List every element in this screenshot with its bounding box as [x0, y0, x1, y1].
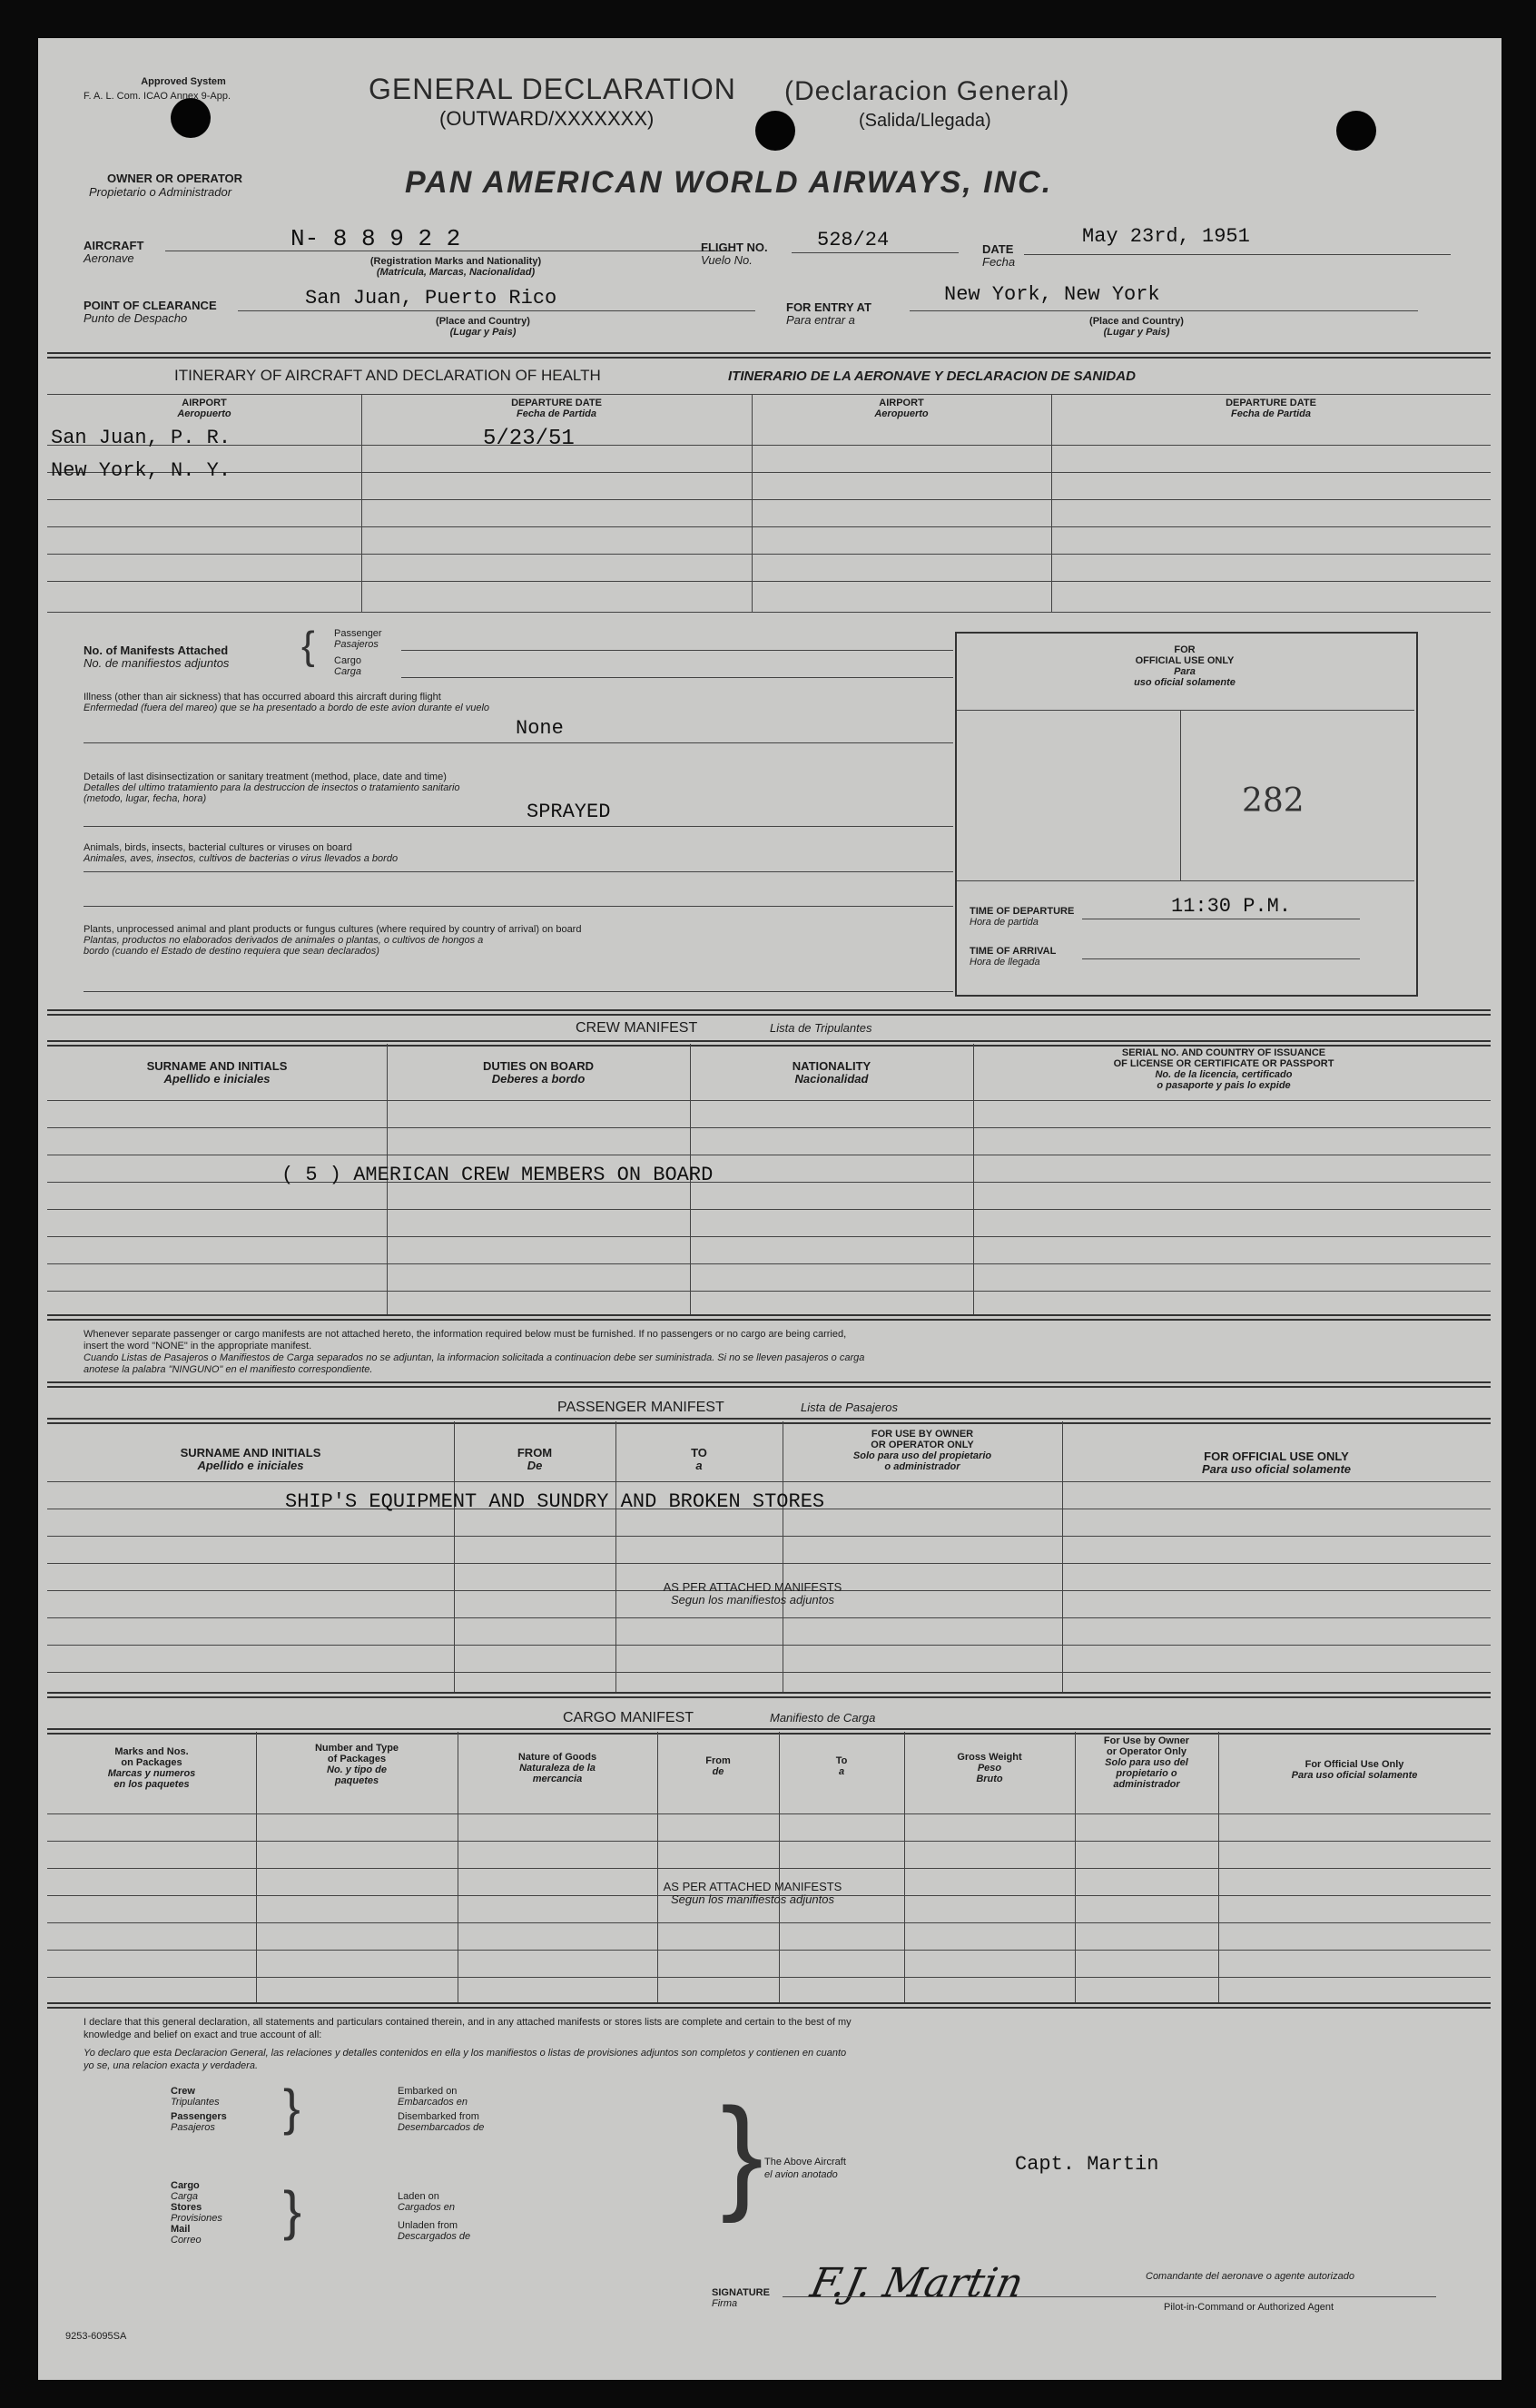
cargo-col-owner-en1: For Use by Owner [1103, 1735, 1190, 1746]
notice-en-1: Whenever separate passenger or cargo manifests are not attached hereto, the information required below must be furnished. If no passengers or no cargo are being carried, [84, 1329, 847, 1340]
manifests-brace: { [301, 624, 315, 668]
official-title-2: OFFICIAL USE ONLY [1135, 655, 1235, 666]
declaration-es-1: Yo declaro que esta Declaracion General, las relaciones y detalles contenidos en ella y los manifiestos o listas de provisiones adjuntos son completos y contienen en cuanto [84, 2048, 847, 2059]
cargo-col-from-en: From [705, 1755, 731, 1766]
punch-hole-left [171, 98, 211, 138]
pass-col-owner-en1: FOR USE BY OWNER [871, 1429, 974, 1440]
flight-no-label: FLIGHT NO. [701, 241, 768, 254]
itinerary-row1-airport: San Juan, P. R. [51, 427, 231, 449]
decl-above-es: el avion anotado [764, 2169, 838, 2180]
decl-big-brace: } [721, 2081, 763, 2224]
disinsect-label-es2: (metodo, lugar, fecha, hora) [84, 793, 207, 804]
approved-line-1: Approved System [141, 76, 226, 87]
approved-line-2: F. A. L. Com. ICAO Annex 9-App. [84, 91, 231, 102]
clearance-label-es: Punto de Despacho [84, 311, 188, 325]
cargo-col-weight-en: Gross Weight [957, 1752, 1022, 1763]
cargo-col-owner-es2: propietario o [1116, 1768, 1177, 1779]
crew-title-es: Lista de Tripulantes [770, 1021, 872, 1035]
passenger-label-es: Pasajeros [334, 639, 379, 650]
it-col-departure-2-en: DEPARTURE DATE [1226, 398, 1316, 408]
passenger-attached [664, 1581, 842, 1607]
manifests-label: No. of Manifests Attached [84, 644, 229, 657]
official-title-1: FOR [1174, 644, 1196, 655]
official-number: 282 [1242, 782, 1305, 820]
decl-disembarked: Disembarked from [398, 2111, 479, 2122]
official-title-es-1: Para [1174, 666, 1196, 677]
it-col-airport-1-en: AIRPORT [182, 398, 227, 408]
cargo-col-nature [518, 1752, 596, 1784]
cargo-title: CARGO MANIFEST [563, 1710, 694, 1725]
disinsect-label-es1: Detalles del ultimo tratamiento para la destruccion de insectos o tratamiento sanitario [84, 782, 460, 793]
aircraft-value: N- 8 8 9 2 2 [290, 225, 461, 252]
departure-time-label-es: Hora de partida [970, 917, 1039, 928]
clearance-place-note [392, 316, 574, 338]
pass-col-surname-es: Apellido e iniciales [197, 1459, 304, 1472]
pass-col-to-es: a [695, 1459, 703, 1472]
crew-col-surname-en: SURNAME AND INITIALS [146, 1059, 288, 1073]
crew-title: CREW MANIFEST [576, 1020, 698, 1036]
reg-note-es: (Matricula, Marcas, Nacionalidad) [376, 267, 536, 278]
owner-label: OWNER OR OPERATOR [107, 172, 243, 185]
cargo-col-from-es: de [712, 1766, 724, 1777]
cargo-col-packages-es2: paquetes [334, 1775, 379, 1786]
decl-brace-1: } [283, 2079, 300, 2136]
cargo-col-official-es: Para uso oficial solamente [1291, 1770, 1418, 1781]
cargo-col-weight [957, 1752, 1021, 1784]
cargo-col-to-en: To [835, 1755, 848, 1766]
reg-note [310, 256, 601, 278]
entry-place-en: (Place and Country) [1089, 316, 1184, 327]
cargo-col-nature-es1: Naturaleza de la [519, 1763, 596, 1774]
cargo-col-marks-es1: Marcas y numeros [107, 1768, 196, 1779]
decl-mail-es: Correo [171, 2235, 202, 2246]
direction-es: (Salida/Llegada) [859, 111, 991, 131]
passenger-attached-es: Segun los manifiestos adjuntos [671, 1593, 834, 1607]
manifests-label-es: No. de manifiestos adjuntos [84, 656, 230, 670]
cargo-col-owner-es1: Solo para uso del [1105, 1757, 1188, 1768]
cargo-col-to [836, 1755, 848, 1777]
it-col-departure-2 [1226, 398, 1316, 419]
cargo-col-owner-en2: or Operator Only [1106, 1746, 1187, 1757]
arrival-time-label: TIME OF ARRIVAL [970, 946, 1057, 957]
decl-stores: Stores [171, 2202, 202, 2213]
crew-col-duties-en: DUTIES ON BOARD [482, 1059, 595, 1073]
official-title-es-2: uso oficial solamente [1134, 677, 1236, 688]
pass-col-official-en: FOR OFFICIAL USE ONLY [1204, 1450, 1349, 1463]
entry-label-es: Para entrar a [786, 313, 855, 327]
animals-label-es: Animales, aves, insectos, cultivos de bacterias o virus llevados a bordo [84, 853, 399, 864]
cargo-label-es: Carga [334, 666, 361, 677]
pass-col-from [517, 1447, 552, 1472]
itinerary-row2-airport: New York, N. Y. [51, 459, 231, 482]
clearance-label: POINT OF CLEARANCE [84, 299, 217, 312]
itinerary-title: ITINERARY OF AIRCRAFT AND DECLARATION OF HEALTH [174, 367, 601, 384]
crew-entry: ( 5 ) AMERICAN CREW MEMBERS ON BOARD [281, 1164, 714, 1186]
itinerary-row1-date: 5/23/51 [483, 427, 575, 451]
reg-note-en: (Registration Marks and Nationality) [369, 256, 542, 267]
cargo-attached-es: Segun los manifiestos adjuntos [671, 1892, 834, 1906]
notice-es-1: Cuando Listas de Pasajeros o Manifiestos de Carga separados no se adjuntan, la informacion solicitada a continuacion debe ser suministrada. Si no se lleven pasajeros o carga [84, 1352, 865, 1363]
aircraft-label: AIRCRAFT [84, 239, 144, 252]
cargo-attached [664, 1881, 842, 1906]
it-col-airport-2 [874, 398, 928, 419]
crew-col-surname [147, 1060, 288, 1086]
cargo-col-marks-en2: on Packages [121, 1757, 182, 1768]
cargo-col-packages-es1: No. y tipo de [327, 1764, 387, 1775]
cargo-col-weight-es1: Peso [977, 1763, 1002, 1774]
cargo-col-owner-es3: administrador [1113, 1779, 1180, 1790]
cargo-col-official [1292, 1759, 1418, 1781]
clearance-place-es: (Lugar y Pais) [449, 327, 517, 338]
crew-col-serial-en2: OF LICENSE OR CERTIFICATE OR PASSPORT [1113, 1058, 1334, 1069]
decl-stores-es: Provisiones [171, 2213, 222, 2224]
itinerary-title-es: ITINERARIO DE LA AERONAVE Y DECLARACION DE SANIDAD [728, 369, 1136, 384]
passenger-title: PASSENGER MANIFEST [557, 1400, 724, 1415]
flight-no-value: 528/24 [817, 229, 890, 251]
pass-col-owner-es2: o administrador [884, 1461, 960, 1472]
signature-label-es: Firma [712, 2298, 738, 2309]
illness-label: Illness (other than air sickness) that has occurred aboard this aircraft during flight [84, 692, 441, 703]
decl-embarked: Embarked on [398, 2086, 458, 2097]
decl-unladen: Unladen from [398, 2220, 458, 2231]
illness-value: None [516, 717, 564, 740]
decl-laden-es: Cargados en [398, 2202, 455, 2213]
crew-col-serial [1114, 1047, 1334, 1091]
flight-no-label-es: Vuelo No. [701, 253, 753, 267]
plants-label: Plants, unprocessed animal and plant products or fungus cultures (where required by country of arrival) on board [84, 924, 582, 935]
decl-crew: Crew [171, 2086, 195, 2097]
decl-embarked-es: Embarcados en [398, 2097, 468, 2108]
cargo-col-to-es: a [838, 1766, 845, 1777]
disinsect-value: SPRAYED [527, 801, 611, 823]
animals-label: Animals, birds, insects, bacterial cultures or viruses on board [84, 842, 352, 853]
cargo-col-packages-en1: Number and Type [314, 1743, 399, 1754]
aircraft-label-es: Aeronave [84, 251, 134, 265]
passenger-entry: SHIP'S EQUIPMENT AND SUNDRY AND BROKEN STORES [285, 1490, 825, 1513]
decl-passengers: Passengers [171, 2111, 227, 2122]
cargo-col-packages-en2: of Packages [327, 1754, 387, 1764]
it-col-airport-1-es: Aeropuerto [177, 408, 231, 419]
arrival-time-label-es: Hora de llegada [970, 957, 1040, 968]
cargo-col-nature-en1: Nature of Goods [517, 1752, 597, 1763]
departure-time-value: 11:30 P.M. [1171, 895, 1292, 918]
crew-col-surname-es: Apellido e iniciales [163, 1072, 271, 1086]
clearance-value: San Juan, Puerto Rico [305, 287, 557, 310]
signature-label: SIGNATURE [712, 2287, 770, 2298]
declaration-es-2: yo se, una relacion exacta y verdadera. [84, 2060, 259, 2071]
passenger-title-es: Lista de Pasajeros [801, 1401, 898, 1414]
it-col-airport-1 [177, 398, 231, 419]
pass-col-owner [853, 1429, 991, 1472]
commander-en: Pilot-in-Command or Authorized Agent [1164, 2302, 1334, 2313]
clearance-place-en: (Place and Country) [436, 316, 530, 327]
decl-mail: Mail [171, 2224, 191, 2235]
pass-col-owner-es1: Solo para uso del propietario [852, 1450, 992, 1461]
date-label: DATE [982, 242, 1014, 256]
crew-col-duties [483, 1060, 594, 1086]
disinsect-label: Details of last disinsectization or sanitary treatment (method, place, date and time) [84, 772, 447, 782]
plants-label-es2: bordo (cuando el Estado de destino requiera que sean declarados) [84, 946, 379, 957]
crew-col-nationality-en: NATIONALITY [792, 1059, 871, 1073]
captain-name: Capt. Martin [1015, 2153, 1159, 2176]
airline-name: PAN AMERICAN WORLD AIRWAYS, INC. [405, 165, 1053, 200]
cargo-col-marks-en1: Marks and Nos. [114, 1746, 189, 1757]
approved-system [120, 76, 247, 87]
cargo-col-official-en: For Official Use Only [1305, 1759, 1404, 1770]
owner-label-es: Propietario o Administrador [89, 185, 232, 199]
passenger-attached-en: AS PER ATTACHED MANIFESTS [663, 1580, 842, 1594]
entry-place-note [1046, 316, 1227, 338]
pass-col-to-en: TO [691, 1446, 707, 1460]
illness-label-es: Enfermedad (fuera del mareo) que se ha presentado a bordo de este avion durante el vuelo [84, 703, 490, 713]
declaration-form [38, 38, 1502, 2380]
punch-hole-right [1336, 111, 1376, 151]
plants-label-es1: Plantas, productos no elaborados derivados de animales o plantas, o cultivos de hongos a [84, 935, 484, 946]
entry-label: FOR ENTRY AT [786, 300, 871, 314]
pass-col-to [691, 1447, 707, 1472]
declaration-en-1: I declare that this general declaration, all statements and particulars contained therein, and in any attached manifests or stores lists are complete and certain to the best of my [84, 2017, 852, 2028]
entry-value: New York, New York [944, 283, 1160, 306]
pass-col-surname-en: SURNAME AND INITIALS [180, 1446, 321, 1460]
decl-brace-2: } [283, 2180, 302, 2241]
date-value: May 23rd, 1951 [1082, 225, 1250, 248]
pass-col-from-en: FROM [517, 1446, 553, 1460]
cargo-label: Cargo [334, 655, 361, 666]
entry-place-es: (Lugar y Pais) [1103, 327, 1170, 338]
cargo-col-marks-es2: en los paquetes [113, 1779, 190, 1790]
notice-en-2: insert the word "NONE" in the appropriate manifest. [84, 1341, 312, 1351]
decl-passengers-es: Pasajeros [171, 2122, 215, 2133]
punch-hole-center [755, 111, 795, 151]
crew-col-serial-en1: SERIAL NO. AND COUNTRY OF ISSUANCE [1121, 1047, 1326, 1058]
declaration-en-2: knowledge and belief on exact and true account of all: [84, 2030, 322, 2040]
it-col-departure-1-en: DEPARTURE DATE [511, 398, 602, 408]
form-title-es: (Declaracion General) [784, 76, 1070, 106]
cargo-col-owner [1104, 1735, 1189, 1790]
pass-col-official-es: Para uso oficial solamente [1201, 1462, 1352, 1476]
it-col-airport-2-en: AIRPORT [879, 398, 924, 408]
it-col-departure-2-es: Fecha de Partida [1230, 408, 1312, 419]
it-col-airport-2-es: Aeropuerto [874, 408, 929, 419]
pass-col-official [1202, 1450, 1351, 1476]
cargo-title-es: Manifiesto de Carga [770, 1711, 876, 1725]
pass-col-from-es: De [527, 1459, 543, 1472]
decl-disembarked-es: Desembarcados de [398, 2122, 485, 2133]
crew-col-serial-es1: No. de la licencia, certificado [1155, 1069, 1293, 1080]
decl-above: The Above Aircraft [764, 2157, 846, 2167]
crew-col-duties-es: Deberes a bordo [491, 1072, 586, 1086]
cargo-col-from [705, 1755, 731, 1777]
crew-col-serial-es2: o pasaporte y pais lo expide [1157, 1080, 1291, 1091]
decl-laden: Laden on [398, 2191, 439, 2202]
direction: (OUTWARD/XXXXXXX) [439, 107, 655, 130]
crew-col-nationality [793, 1060, 871, 1086]
cargo-attached-en: AS PER ATTACHED MANIFESTS [663, 1880, 842, 1893]
passenger-label: Passenger [334, 628, 382, 639]
cargo-col-marks [108, 1746, 196, 1790]
departure-time-label: TIME OF DEPARTURE [970, 906, 1075, 917]
form-title: GENERAL DECLARATION [369, 73, 736, 105]
decl-cargo: Cargo [171, 2180, 200, 2191]
signature: F.J. Martin [806, 2260, 1028, 2306]
decl-unladen-es: Descargados de [398, 2231, 471, 2242]
commander-es: Comandante del aeronave o agente autorizado [1146, 2271, 1354, 2282]
cargo-col-nature-es2: mercancia [532, 1774, 583, 1784]
form-number: 9253-6095SA [65, 2331, 127, 2342]
it-col-departure-1 [511, 398, 602, 419]
decl-cargo-es: Carga [171, 2191, 198, 2202]
crew-col-nationality-es: Nacionalidad [794, 1072, 869, 1086]
pass-col-surname [181, 1447, 321, 1472]
date-label-es: Fecha [982, 255, 1016, 269]
it-col-departure-1-es: Fecha de Partida [516, 408, 597, 419]
decl-crew-es: Tripulantes [171, 2097, 220, 2108]
cargo-col-packages [315, 1743, 399, 1786]
cargo-col-weight-es2: Bruto [976, 1774, 1003, 1784]
official-title [1134, 644, 1236, 688]
pass-col-owner-en2: OR OPERATOR ONLY [871, 1440, 974, 1450]
notice-es-2: anotese la palabra "NINGUNO" en el manifiesto correspondiente. [84, 1364, 373, 1375]
